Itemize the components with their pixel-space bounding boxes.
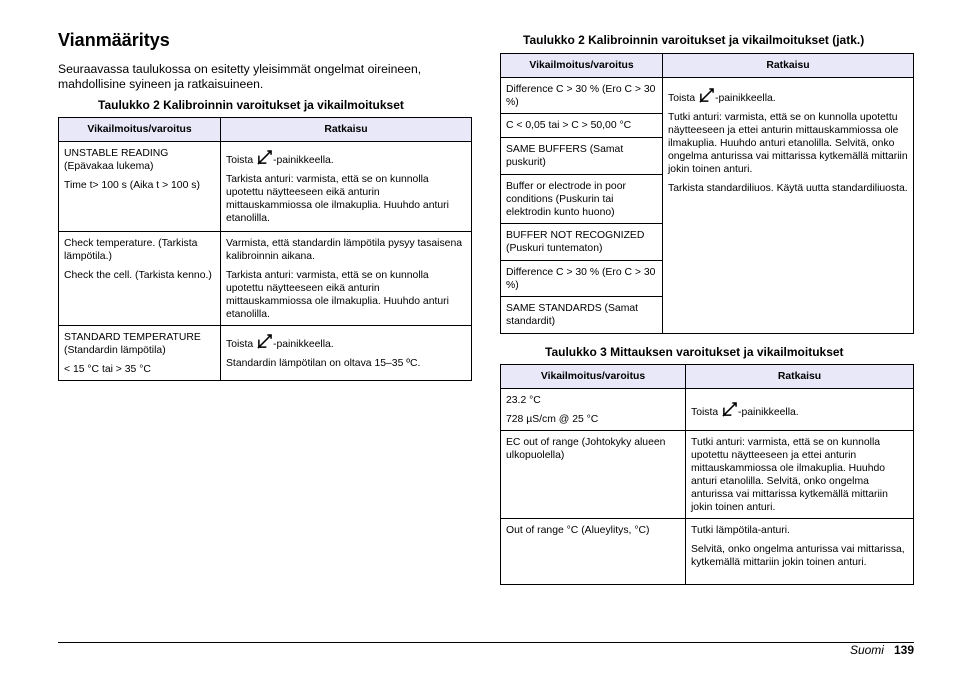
warning-text: EC out of range (Johtokyky alueen ulkopuolella) bbox=[501, 431, 686, 519]
page-title: Vianmääritys bbox=[58, 30, 170, 50]
table1-header-solution: Ratkaisu bbox=[221, 118, 472, 142]
repeat-instruction: Toista -painikkeella. bbox=[668, 88, 908, 105]
solution-text: Tarkista anturi: varmista, että se on kunnolla upotettu näytteeseen eikä anturin mittauskammiossa ole ilmakuplia. Huuhdo anturi etanolilla. bbox=[226, 270, 449, 320]
table2-header-solution: Ratkaisu bbox=[663, 54, 914, 78]
table-row bbox=[59, 232, 472, 326]
warning-text: Difference C > 30 % (Ero C > 30 %) bbox=[501, 78, 663, 114]
solution-text: Tutki anturi: varmista, että se on kunnolla upotettu näytteeseen ja ettei anturin mittauskammiossa ole ilmakuplia. Huuhdo anturi etanolilla. Selvitä, onko ongelma anturissa vai mittarissa kytkemällä mittariin jokin toinen anturi. bbox=[668, 112, 908, 175]
table-row bbox=[501, 78, 914, 114]
solution-text: Standardin lämpötilan on oltava 15–35 ºC. bbox=[226, 358, 421, 369]
table-row bbox=[501, 389, 914, 431]
table2-header-warning: Vikailmoitus/varoitus bbox=[501, 54, 663, 78]
warning-text: 728 µS/cm @ 25 °C bbox=[506, 414, 599, 425]
warning-text: C < 0,05 tai > C > 50,00 °C bbox=[501, 114, 663, 138]
warning-text: Time t> 100 s (Aika t > 100 s) bbox=[64, 180, 200, 191]
footer-divider bbox=[58, 642, 914, 643]
page-number: 139 bbox=[893, 643, 914, 657]
table1-header-warning: Vikailmoitus/varoitus bbox=[59, 118, 221, 142]
warning-text: Buffer or electrode in poor conditions (Puskurin tai elektrodin kunto huono) bbox=[501, 175, 663, 224]
read-icon bbox=[699, 88, 714, 103]
table-row bbox=[59, 142, 472, 232]
table1-caption: Taulukko 2 Kalibroinnin varoitukset ja vikailmoitukset bbox=[98, 98, 404, 112]
warning-text: SAME STANDARDS (Samat standardit) bbox=[501, 297, 663, 334]
solution-text: Tarkista standardiliuos. Käytä uutta standardiliuosta. bbox=[668, 183, 908, 194]
warning-text: BUFFER NOT RECOGNIZED (Puskuri tuntematon) bbox=[501, 224, 663, 261]
table-row bbox=[501, 519, 914, 585]
table2 bbox=[500, 53, 914, 334]
page-footer bbox=[850, 643, 914, 657]
warning-text: UNSTABLE READING (Epävakaa lukema) bbox=[64, 148, 169, 172]
warning-text: Check temperature. (Tarkista lämpötila.) bbox=[64, 238, 198, 262]
table3-header-solution: Ratkaisu bbox=[686, 365, 914, 389]
solution-text: Tarkista anturi: varmista, että se on kunnolla upotettu näytteeseen eikä anturin mittauskammiossa ole ilmakuplia. Huuhdo anturi etanolilla. bbox=[226, 174, 449, 224]
solution-text: Selvitä, onko ongelma anturissa vai mittarissa, kytkemällä mittariin jokin toinen anturi. bbox=[691, 544, 905, 568]
table3-caption: Taulukko 3 Mittauksen varoitukset ja vikailmoitukset bbox=[545, 345, 844, 359]
repeat-instruction: Toista -painikkeella. bbox=[226, 150, 466, 167]
repeat-instruction: Toista -painikkeella. bbox=[226, 334, 466, 351]
solution-text: Varmista, että standardin lämpötila pysyy tasaisena kalibroinnin aikana. bbox=[226, 238, 463, 262]
read-icon bbox=[257, 150, 272, 165]
warning-text: Difference C > 30 % (Ero C > 30 %) bbox=[501, 261, 663, 297]
intro-paragraph: Seuraavassa taulukossa on esitetty yleisimmät ongelmat oireineen, mahdollisine syineen ja ratkaisuineen. bbox=[58, 62, 422, 91]
repeat-instruction: Toista -painikkeella. bbox=[691, 402, 908, 419]
warning-text: 23.2 °C bbox=[506, 395, 541, 406]
table-row bbox=[59, 326, 472, 381]
read-icon bbox=[722, 402, 737, 417]
table3-header-warning: Vikailmoitus/varoitus bbox=[501, 365, 686, 389]
warning-text: Check the cell. (Tarkista kenno.) bbox=[64, 270, 212, 281]
warning-text: STANDARD TEMPERATURE (Standardin lämpötila) bbox=[64, 332, 201, 356]
solution-text: Tutki lämpötila-anturi. bbox=[691, 525, 790, 536]
table1 bbox=[58, 117, 472, 381]
warning-text: < 15 °C tai > 35 °C bbox=[64, 364, 151, 375]
table2-caption: Taulukko 2 Kalibroinnin varoitukset ja vikailmoitukset (jatk.) bbox=[523, 33, 865, 47]
footer-language: Suomi bbox=[849, 643, 884, 657]
table-row bbox=[501, 431, 914, 519]
warning-text: SAME BUFFERS (Samat puskurit) bbox=[501, 138, 663, 175]
table3 bbox=[500, 364, 914, 585]
warning-text: Out of range °C (Alueylitys, °C) bbox=[501, 519, 686, 585]
read-icon bbox=[257, 334, 272, 349]
solution-text: Tutki anturi: varmista, että se on kunnolla upotettu näytteeseen ja ettei anturin mittauskammiossa ole ilmakuplia. Huuhdo anturi etanolilla. Selvitä, onko ongelma anturissa vai mittarissa kytkemällä mittariin jokin toinen anturi. bbox=[686, 431, 914, 519]
